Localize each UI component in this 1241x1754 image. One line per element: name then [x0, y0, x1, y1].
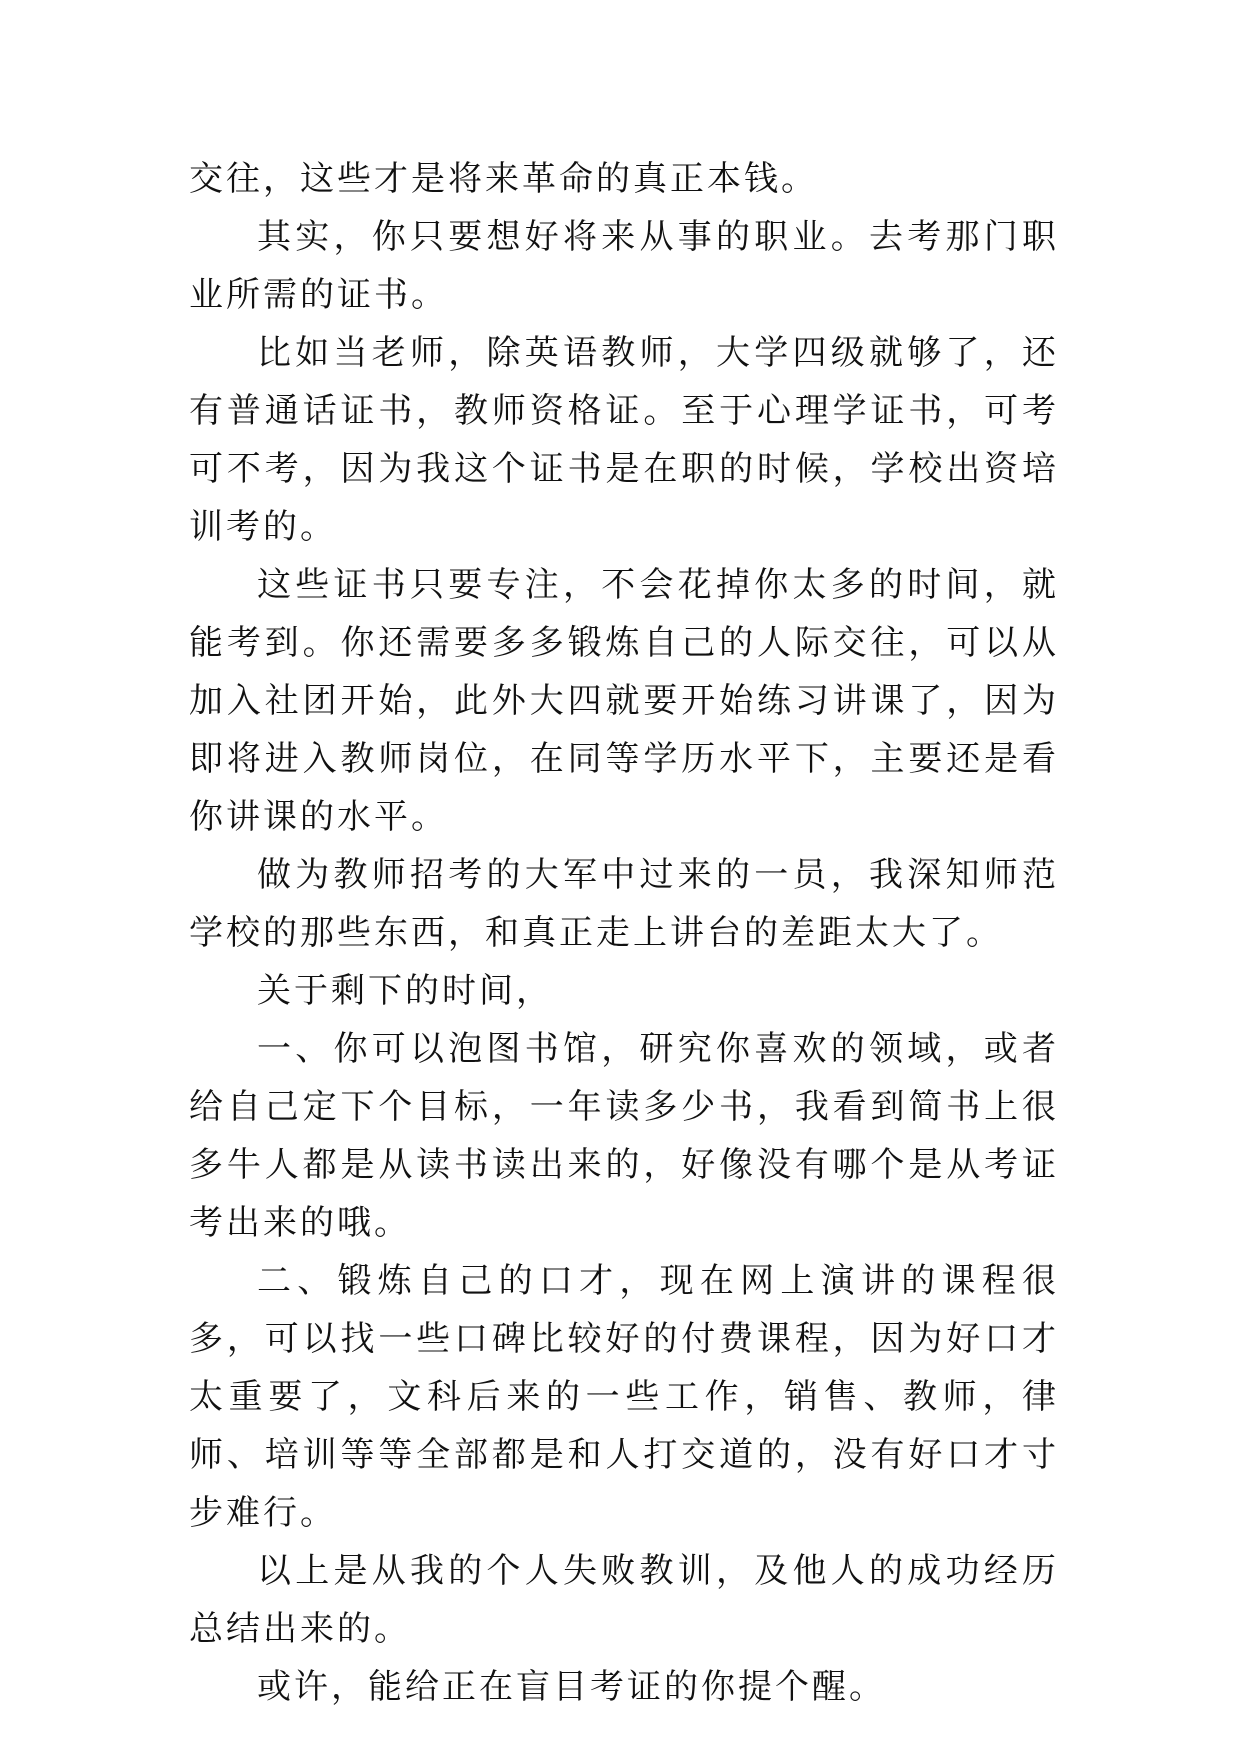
paragraph: 以上是从我的个人失败教训，及他人的成功经历总结出来的。: [189, 1551, 1059, 1649]
paragraph: 这些证书只要专注，不会花掉你太多的时间，就能考到。你还需要多多锻炼自己的人际交往，可以从加入社团开始，此外大四就要开始练习讲课了，因为即将进入教师岗位，在同等学历水平下，主要还是看你讲课的水平。: [189, 565, 1059, 837]
paragraph: 做为教师招考的大军中过来的一员，我深知师范学校的那些东西，和真正走上讲台的差距太大了。: [189, 855, 1059, 953]
paragraph: 或许，能给正在盲目考证的你提个醒。: [257, 1667, 886, 1707]
paragraph: 二、锻炼自己的口才，现在网上演讲的课程很多，可以找一些口碑比较好的付费课程，因为好口才太重要了，文科后来的一些工作，销售、教师，律师、培训等等全部都是和人打交道的，没有好口才寸步难行。: [189, 1261, 1059, 1533]
paragraph: 比如当老师，除英语教师，大学四级就够了，还有普通话证书，教师资格证。至于心理学证书，可考可不考，因为我这个证书是在职的时候，学校出资培训考的。: [189, 333, 1059, 547]
paragraph: 交往，这些才是将来革命的真正本钱。: [189, 159, 818, 199]
paragraph: 其实，你只要想好将来从事的职业。去考那门职业所需的证书。: [189, 217, 1059, 315]
paragraph: 关于剩下的时间，: [257, 971, 553, 1011]
document-body: [189, 150, 1059, 1716]
paragraph: 一、你可以泡图书馆，研究你喜欢的领域，或者给自己定下个目标，一年读多少书，我看到简书上很多牛人都是从读书读出来的，好像没有哪个是从考证考出来的哦。: [189, 1029, 1059, 1243]
